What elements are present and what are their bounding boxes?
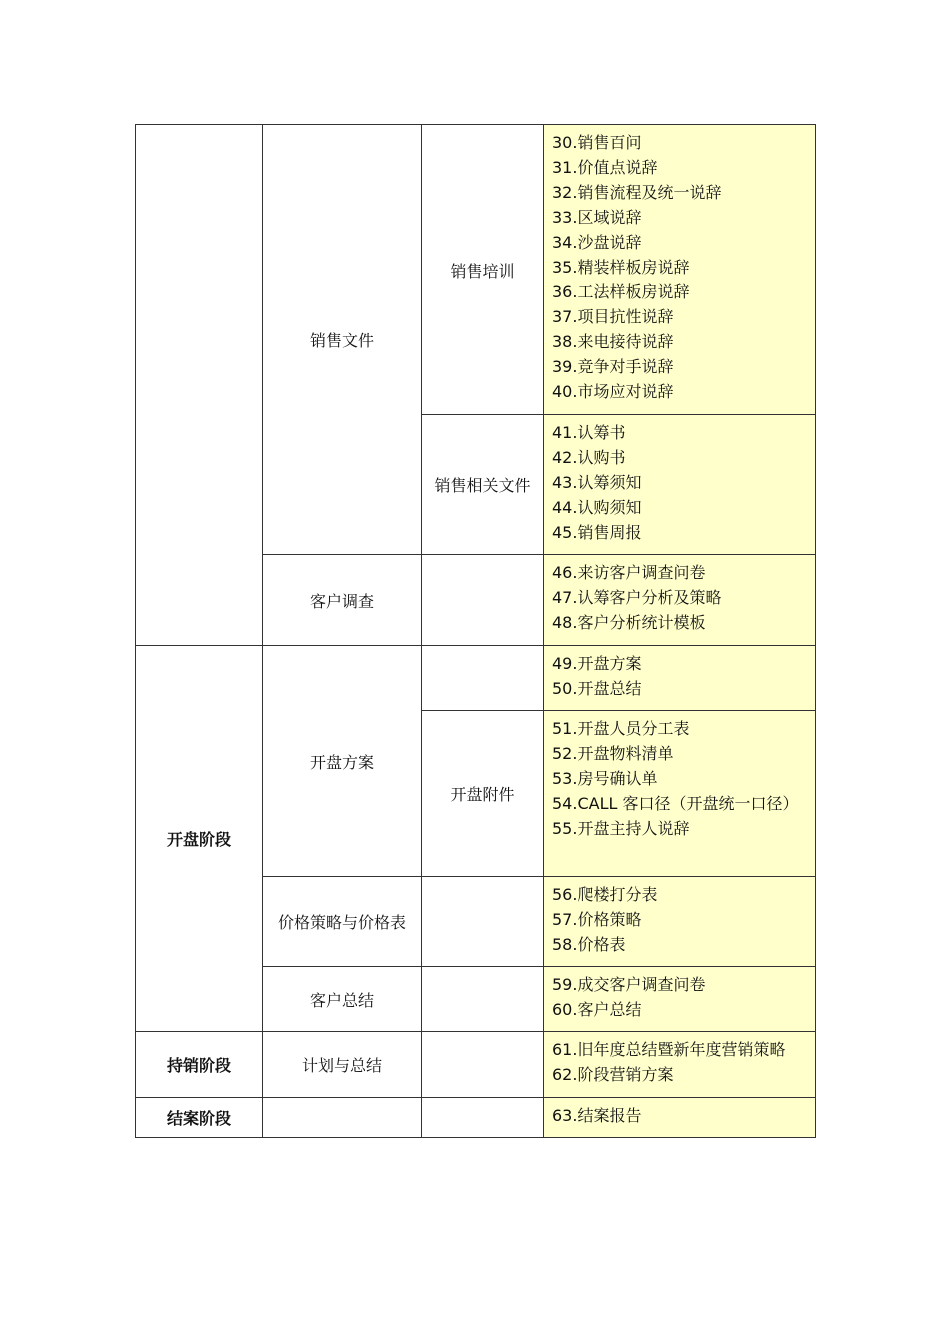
list-item: 41.认筹书: [552, 423, 626, 442]
category-cell: 客户调查: [263, 555, 422, 646]
item-list: [544, 1032, 816, 1098]
list-item: 40.市场应对说辞: [552, 382, 674, 402]
item-list: [544, 415, 816, 555]
subcategory-cell: 销售相关文件: [422, 415, 544, 555]
list-item: 36.工法样板房说辞: [552, 282, 690, 302]
list-item: 60.客户总结: [552, 999, 642, 1019]
list-item: 56.爬楼打分表: [552, 885, 658, 904]
table-row: [136, 1032, 816, 1098]
list-item: 59.成交客户调查问卷: [552, 975, 706, 994]
list-item: 35.精装样板房说辞: [552, 257, 690, 277]
category-cell-empty: [263, 1098, 422, 1138]
list-item: 54.CALL 客口径（开盘统一口径）: [552, 793, 799, 813]
list-item: 48.客户分析统计模板: [552, 612, 706, 632]
category-cell: 开盘方案: [263, 646, 422, 877]
list-item: 31.价值点说辞: [552, 157, 658, 177]
list-item: 62.阶段营销方案: [552, 1064, 674, 1084]
item-list: [544, 967, 816, 1032]
stage-cell: 结案阶段: [136, 1098, 263, 1138]
subcategory-cell: 开盘附件: [422, 711, 544, 877]
list-item: 50.开盘总结: [552, 678, 642, 698]
subcategory-cell-empty: [422, 967, 544, 1032]
subcategory-cell-empty: [422, 1032, 544, 1098]
list-item: 57.价格策略: [552, 909, 642, 929]
item-list: [544, 1098, 816, 1138]
list-item: 38.来电接待说辞: [552, 332, 674, 352]
table-row: [136, 646, 816, 711]
list-item: 43.认筹须知: [552, 472, 642, 492]
subcategory-cell-empty: [422, 646, 544, 711]
item-list: [544, 711, 816, 877]
category-cell: 价格策略与价格表: [263, 877, 422, 967]
item-list: [544, 125, 816, 415]
item-list: [544, 646, 816, 711]
list-item: 44.认购须知: [552, 497, 642, 517]
list-item: 45.销售周报: [552, 522, 642, 542]
item-list: [544, 877, 816, 967]
list-item: 46.来访客户调查问卷: [552, 563, 706, 582]
subcategory-cell: 销售培训: [422, 125, 544, 415]
list-item: 32.销售流程及统一说辞: [552, 182, 722, 202]
subcategory-cell-empty: [422, 1098, 544, 1138]
list-item: 51.开盘人员分工表: [552, 719, 690, 738]
category-cell: 计划与总结: [263, 1032, 422, 1098]
subcategory-cell-empty: [422, 555, 544, 646]
list-item: 39.竞争对手说辞: [552, 357, 674, 377]
list-item: 63.结案报告: [552, 1106, 642, 1125]
stage-cell-empty: [136, 125, 263, 646]
category-cell: 客户总结: [263, 967, 422, 1032]
subcategory-cell-empty: [422, 877, 544, 967]
list-item: 58.价格表: [552, 934, 626, 954]
item-list: [544, 555, 816, 646]
table-row: [136, 1098, 816, 1138]
category-cell: 销售文件: [263, 125, 422, 555]
table-row: [136, 125, 816, 415]
list-item: 52.开盘物料清单: [552, 743, 674, 763]
list-item: 53.房号确认单: [552, 768, 658, 788]
stage-cell: 持销阶段: [136, 1032, 263, 1098]
stage-cell: 开盘阶段: [136, 646, 263, 1032]
planning-table: [135, 124, 816, 1138]
list-item: 34.沙盘说辞: [552, 232, 642, 252]
list-item: 37.项目抗性说辞: [552, 307, 674, 327]
list-item: 47.认筹客户分析及策略: [552, 587, 722, 607]
list-item: 42.认购书: [552, 447, 626, 467]
list-item: 49.开盘方案: [552, 654, 642, 673]
list-item: 61.旧年度总结暨新年度营销策略: [552, 1040, 786, 1059]
list-item: 33.区域说辞: [552, 207, 642, 227]
list-item: 55.开盘主持人说辞: [552, 818, 690, 838]
list-item: 30.销售百问: [552, 133, 642, 152]
